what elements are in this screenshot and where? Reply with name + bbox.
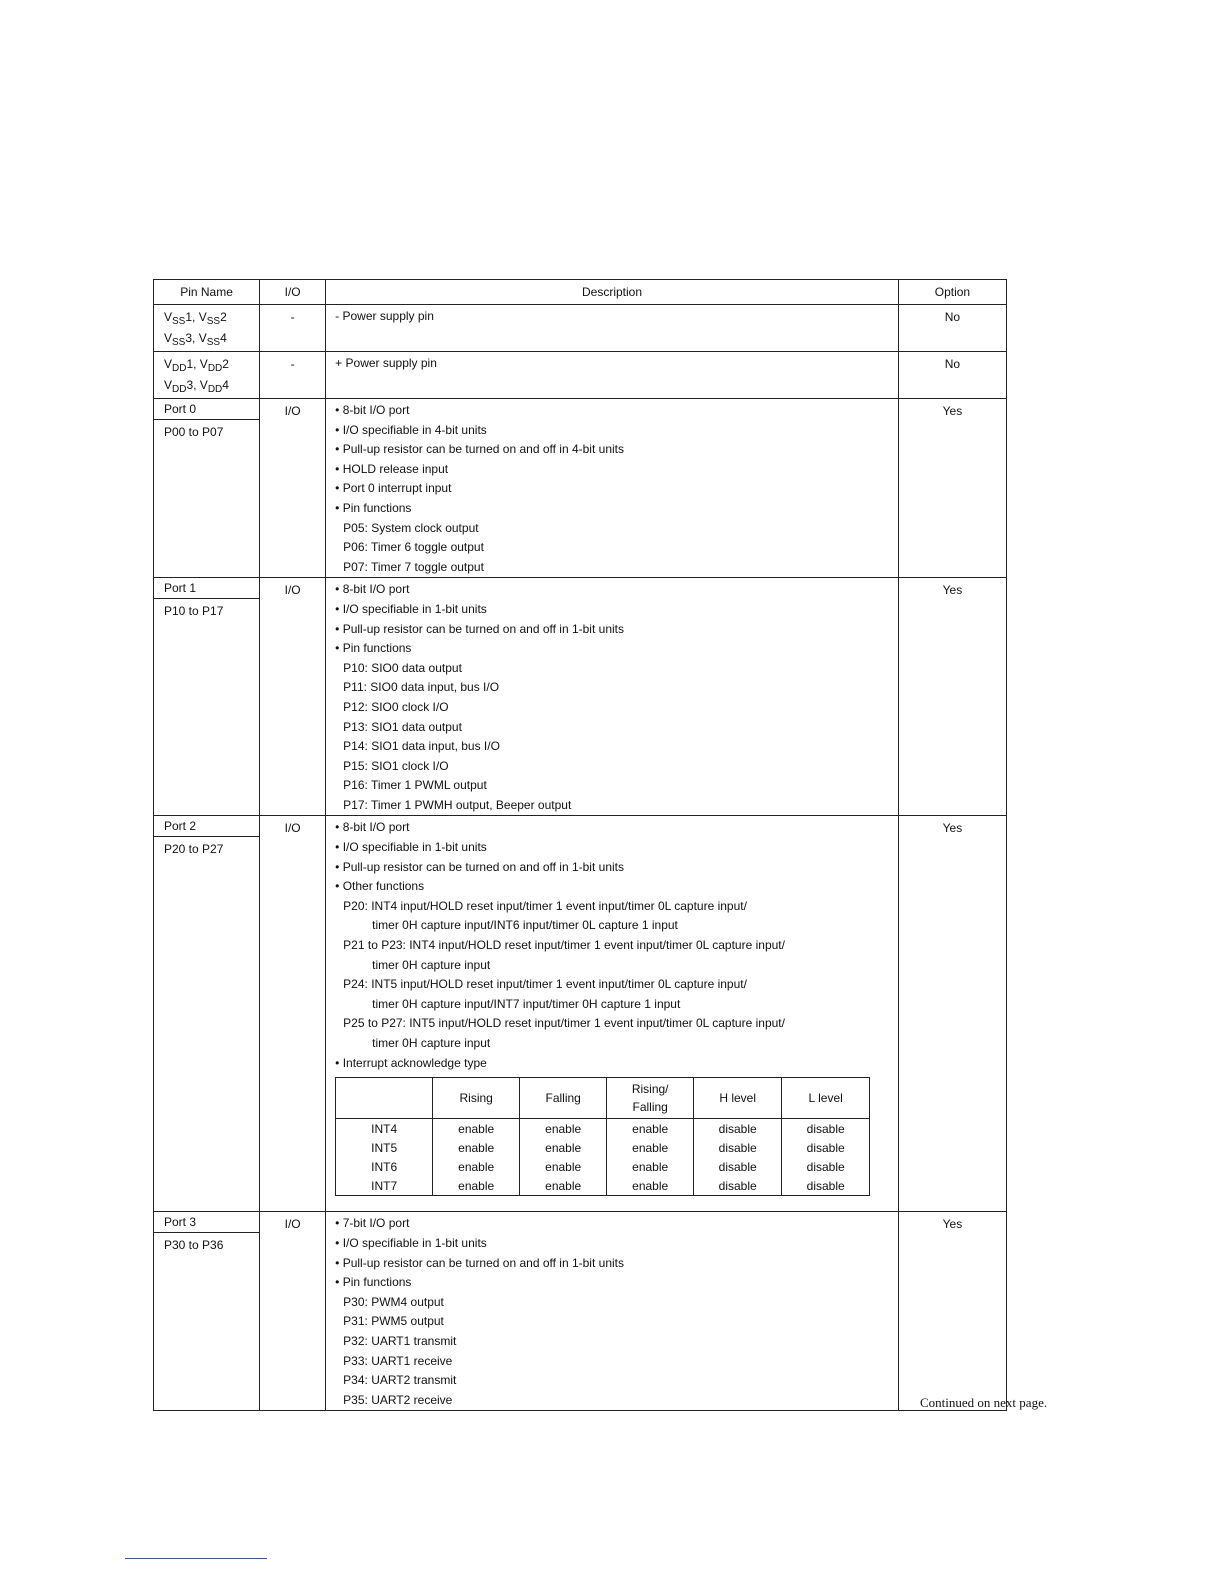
table-cell: enable [433,1157,520,1176]
desc-line: timer 0H capture input [372,1036,491,1050]
desc-line: • HOLD release input [335,461,449,476]
pin-name-port0: Port 0 P00 to P07 [154,399,260,578]
interrupt-header-cell: Falling [520,1078,607,1119]
desc-line: P32: UART1 transmit [343,1334,457,1349]
table-row [336,1138,870,1157]
io-port1: I/O [260,578,326,816]
table-cell: enable [520,1157,607,1176]
desc-port0 [326,399,899,578]
desc-line: P34: UART2 transmit [343,1373,457,1388]
io-port2: I/O [260,816,326,1212]
table-row [336,1119,870,1139]
table-row [336,1157,870,1176]
table-cell: enable [607,1176,694,1196]
desc-line: • Pin functions [335,1275,412,1290]
desc-line: timer 0H capture input [372,957,491,972]
table-row-port2 [154,816,1007,1212]
footnote-divider [125,1558,267,1559]
table-cell: INT5 [336,1138,433,1157]
table-cell: disable [782,1138,870,1157]
table-row-port3 [154,1212,1007,1411]
desc-line: P14: SIO1 data input, bus I/O [343,739,500,754]
header-io: I/O [260,280,326,305]
desc-line: • Pull-up resistor can be turned on and off in 4-bit units [335,442,624,457]
table-cell: enable [520,1119,607,1139]
header-description: Description [326,280,899,305]
interrupt-table-header [336,1078,870,1119]
desc-line: P17: Timer 1 PWMH output, Beeper output [343,797,572,812]
desc-port1 [326,578,899,816]
desc-line: timer 0H capture input/INT7 input/timer 0H capture 1 input [372,996,681,1011]
desc-vdd: + Power supply pin [326,352,899,399]
desc-line: • 7-bit I/O port [335,1216,410,1231]
desc-vss: - Power supply pin [326,305,899,352]
table-cell: enable [433,1176,520,1196]
desc-line: P21 to P23: INT4 input/HOLD reset input/timer 1 event input/timer 0L capture input/ [343,938,785,953]
pin-description-table [153,279,1007,1411]
desc-line: P20: INT4 input/HOLD reset input/timer 1 event input/timer 0L capture input/ [343,898,747,913]
desc-line: • 8-bit I/O port [335,403,410,417]
interrupt-acknowledge-table [335,1077,870,1196]
table-header-row [154,280,1007,305]
desc-line: P15: SIO1 clock I/O [343,758,449,773]
pin-name-port2: Port 2 P20 to P27 [154,816,260,1212]
table-cell: INT6 [336,1157,433,1176]
table-cell: enable [607,1157,694,1176]
table-cell: disable [694,1157,782,1176]
table-cell: disable [694,1119,782,1139]
desc-line: P31: PWM5 output [343,1314,444,1329]
table-cell: disable [782,1176,870,1196]
table-row-vdd [154,352,1007,399]
vdd-line-1: $V_{DD}1$, $V_{DD}2$ [164,357,229,374]
io-port3: I/O [260,1212,326,1411]
table-row [336,1176,870,1196]
desc-line: P12: SIO0 clock I/O [343,699,449,714]
option-vss: No [898,305,1006,352]
header-pin-name: Pin Name [154,280,260,305]
desc-line: P24: INT5 input/HOLD reset input/timer 1 event input/timer 0L capture input/ [343,977,747,992]
pin-name-vdd [154,352,260,399]
desc-line: P07: Timer 7 toggle output [343,559,484,574]
desc-line: P13: SIO1 data output [343,719,462,734]
table-cell: enable [607,1138,694,1157]
interrupt-header-cell: Rising [433,1078,520,1119]
pin-name-vss [154,305,260,352]
header-option: Option [898,280,1006,305]
io-port0: I/O [260,399,326,578]
interrupt-header-cell: L level [782,1078,870,1119]
desc-line: • Port 0 interrupt input [335,481,452,496]
option-port3: Yes [898,1212,1006,1411]
desc-line: P30: PWM4 output [343,1294,444,1309]
vss-line-1: $V_{SS}1$, $V_{SS}2$ [164,310,227,327]
desc-line: P05: System clock output [343,520,479,535]
desc-line: • Pin functions [335,500,412,515]
table-cell: disable [782,1157,870,1176]
continued-note: Continued on next page. [920,1395,1048,1410]
desc-line: • I/O specifiable in 1-bit units [335,601,487,616]
desc-line: • Interrupt acknowledge type [335,1055,487,1070]
desc-line: • I/O specifiable in 1-bit units [335,840,487,855]
desc-line: P33: UART1 receive [343,1353,453,1368]
desc-line: P16: Timer 1 PWML output [343,778,487,793]
desc-line: P11: SIO0 data input, bus I/O [343,680,500,695]
io-vdd: - [260,352,326,399]
table-cell: enable [433,1138,520,1157]
desc-port2 [326,816,899,1212]
io-vss: - [260,305,326,352]
table-row-port0 [154,399,1007,578]
table-cell: enable [433,1119,520,1139]
desc-line: • I/O specifiable in 1-bit units [335,1236,487,1251]
option-vdd: No [898,352,1006,399]
desc-line: timer 0H capture input/INT6 input/timer 0L capture 1 input [372,918,678,933]
interrupt-header-cell: H level [694,1078,782,1119]
desc-line: • Pull-up resistor can be turned on and off in 1-bit units [335,859,624,874]
table-cell: enable [520,1138,607,1157]
vss-line-2: $V_{SS}3$, $V_{SS}4$ [164,331,227,348]
pin-name-port3: Port 3 P30 to P36 [154,1212,260,1411]
desc-line: P06: Timer 6 toggle output [343,540,484,555]
desc-line: • Pull-up resistor can be turned on and off in 1-bit units [335,1255,624,1270]
vdd-line-2: $V_{DD}3$, $V_{DD}4$ [164,378,229,395]
desc-line: • I/O specifiable in 4-bit units [335,422,487,437]
desc-line: P35: UART2 receive [343,1392,453,1407]
table-cell: enable [520,1176,607,1196]
desc-line: • 8-bit I/O port [335,582,410,597]
option-port2: Yes [898,816,1006,1212]
pin-name-port1: Port 1 P10 to P17 [154,578,260,816]
table-cell: disable [782,1119,870,1139]
option-port1: Yes [898,578,1006,816]
desc-line: P10: SIO0 data output [343,660,462,675]
desc-line: P25 to P27: INT5 input/HOLD reset input/timer 1 event input/timer 0L capture input/ [343,1016,785,1031]
desc-line: • 8-bit I/O port [335,820,410,835]
interrupt-header-cell: Rising/ Falling [607,1078,694,1119]
table-cell: INT7 [336,1176,433,1196]
table-row-port1 [154,578,1007,816]
table-cell: enable [607,1119,694,1139]
desc-line: • Pull-up resistor can be turned on and off in 1-bit units [335,621,624,636]
table-cell: disable [694,1176,782,1196]
desc-port3 [326,1212,899,1411]
interrupt-header-cell [336,1078,433,1119]
table-cell: disable [694,1138,782,1157]
table-row-vss [154,305,1007,352]
table-cell: INT4 [336,1119,433,1139]
desc-line: • Other functions [335,879,425,894]
option-port0: Yes [898,399,1006,578]
desc-line: • Pin functions [335,641,412,656]
